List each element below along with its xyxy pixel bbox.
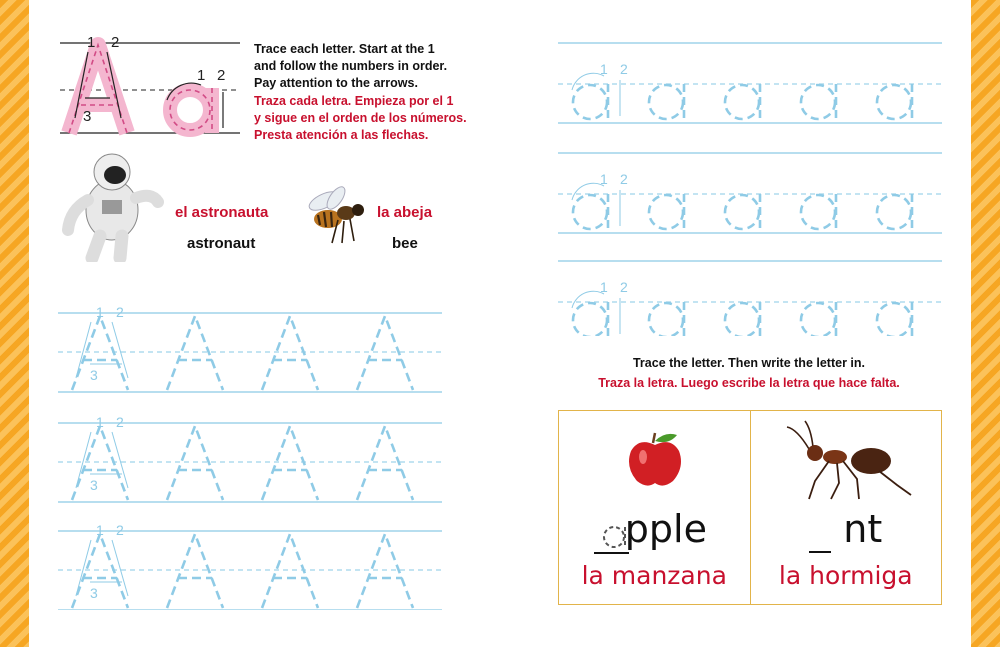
row-num-1: 1	[600, 61, 608, 77]
apple-icon	[625, 427, 685, 489]
right-instruction-es: Traza la letra. Luego escribe la letra que hace falta.	[598, 376, 900, 390]
traced-a-1	[573, 303, 607, 336]
row-num-1: 1	[96, 522, 104, 538]
traced-A-2	[167, 316, 223, 390]
card-es-apple: la manzana	[581, 561, 727, 590]
traced-letter-a	[602, 507, 625, 551]
card-word-rest-ant: nt	[843, 507, 883, 551]
ant-icon	[779, 419, 919, 501]
missing-letter-blank[interactable]	[809, 511, 831, 551]
card-word-rest-apple: pple	[624, 507, 707, 551]
row-num-2: 2	[116, 522, 124, 538]
lowercase-row-3[interactable]	[558, 261, 942, 336]
uppercase-row-3[interactable]	[58, 522, 442, 610]
right-instruction-en: Trace the letter. Then write the letter in.	[632, 356, 865, 370]
row-num-3: 3	[90, 367, 98, 383]
astronaut-icon	[60, 150, 165, 262]
traced-a-5	[877, 85, 911, 119]
lowercase-row-1[interactable]	[558, 43, 942, 123]
traced-a-3	[725, 195, 759, 229]
traced-A-3	[262, 316, 318, 390]
row-num-2: 2	[116, 304, 124, 320]
traced-A-1	[72, 534, 128, 608]
uppercase-row-2[interactable]	[58, 414, 442, 502]
traced-A-2	[167, 426, 223, 500]
row-num-2: 2	[620, 61, 628, 77]
vocab-en-astronaut: astronaut	[187, 235, 256, 252]
stroke-number-1-lower: 1	[197, 67, 206, 84]
row-num-2: 2	[620, 171, 628, 187]
traced-a-3	[725, 85, 759, 119]
instr-es-line-1: Traza cada letra. Empieza por el 1	[254, 94, 454, 108]
stroke-number-2-lower: 2	[217, 67, 226, 84]
card-word-ant	[751, 507, 942, 551]
traced-A-2	[167, 534, 223, 608]
traced-A-4	[357, 316, 413, 390]
traced-A-3	[262, 426, 318, 500]
row-num-1: 1	[600, 279, 608, 295]
traced-a-2	[649, 303, 683, 336]
instr-es-line-2: y sigue en el orden de los números.	[254, 111, 467, 125]
instructions-es	[254, 93, 484, 144]
word-cards	[558, 410, 942, 605]
card-es-ant: la hormiga	[778, 561, 913, 590]
instr-en-line-2: and follow the numbers in order.	[254, 59, 448, 73]
vocab-es-astronaut: el astronauta	[175, 204, 269, 221]
stroke-number-2: 2	[111, 34, 120, 51]
instr-en-line-3: Pay attention to the arrows.	[254, 76, 418, 90]
uppercase-row-1[interactable]	[58, 304, 442, 392]
card-word-apple	[559, 507, 750, 551]
card-ant	[750, 411, 942, 604]
traced-a-5	[877, 303, 911, 336]
vocab-en-bee: bee	[392, 235, 418, 252]
traced-A-1	[72, 426, 128, 500]
row-num-2: 2	[116, 414, 124, 430]
traced-a-1	[573, 195, 607, 229]
right-border-stripe	[971, 0, 1000, 647]
traced-a-2	[649, 85, 683, 119]
row-num-2: 2	[620, 279, 628, 295]
bee-icon	[302, 185, 370, 251]
row-num-3: 3	[90, 477, 98, 493]
stroke-number-1: 1	[87, 34, 96, 51]
card-apple	[559, 411, 750, 604]
row-num-1: 1	[96, 304, 104, 320]
lowercase-tracing-area	[558, 36, 944, 336]
instr-en-line-1: Trace each letter. Start at the 1	[254, 42, 435, 56]
traced-A-3	[262, 534, 318, 608]
vocab-es-bee: la abeja	[377, 204, 433, 221]
header-letter-aa	[55, 30, 245, 142]
lowercase-row-2[interactable]	[558, 153, 942, 233]
traced-a-4	[801, 85, 835, 119]
stroke-number-3: 3	[83, 108, 92, 125]
instr-es-line-3: Presta atención a las flechas.	[254, 128, 429, 142]
left-border-stripe	[0, 0, 29, 647]
uppercase-tracing-area	[58, 300, 442, 610]
traced-A-4	[357, 426, 413, 500]
traced-a-5	[877, 195, 911, 229]
traced-a-2	[649, 195, 683, 229]
traced-a-1	[573, 85, 607, 119]
row-num-1: 1	[600, 171, 608, 187]
row-num-1: 1	[96, 414, 104, 430]
traced-A-1	[72, 316, 128, 390]
traced-a-3	[725, 303, 759, 336]
row-num-3: 3	[90, 585, 98, 601]
instructions-en	[254, 41, 474, 92]
traced-a-4	[801, 303, 835, 336]
traced-a-4	[801, 195, 835, 229]
traced-A-4	[357, 534, 413, 608]
